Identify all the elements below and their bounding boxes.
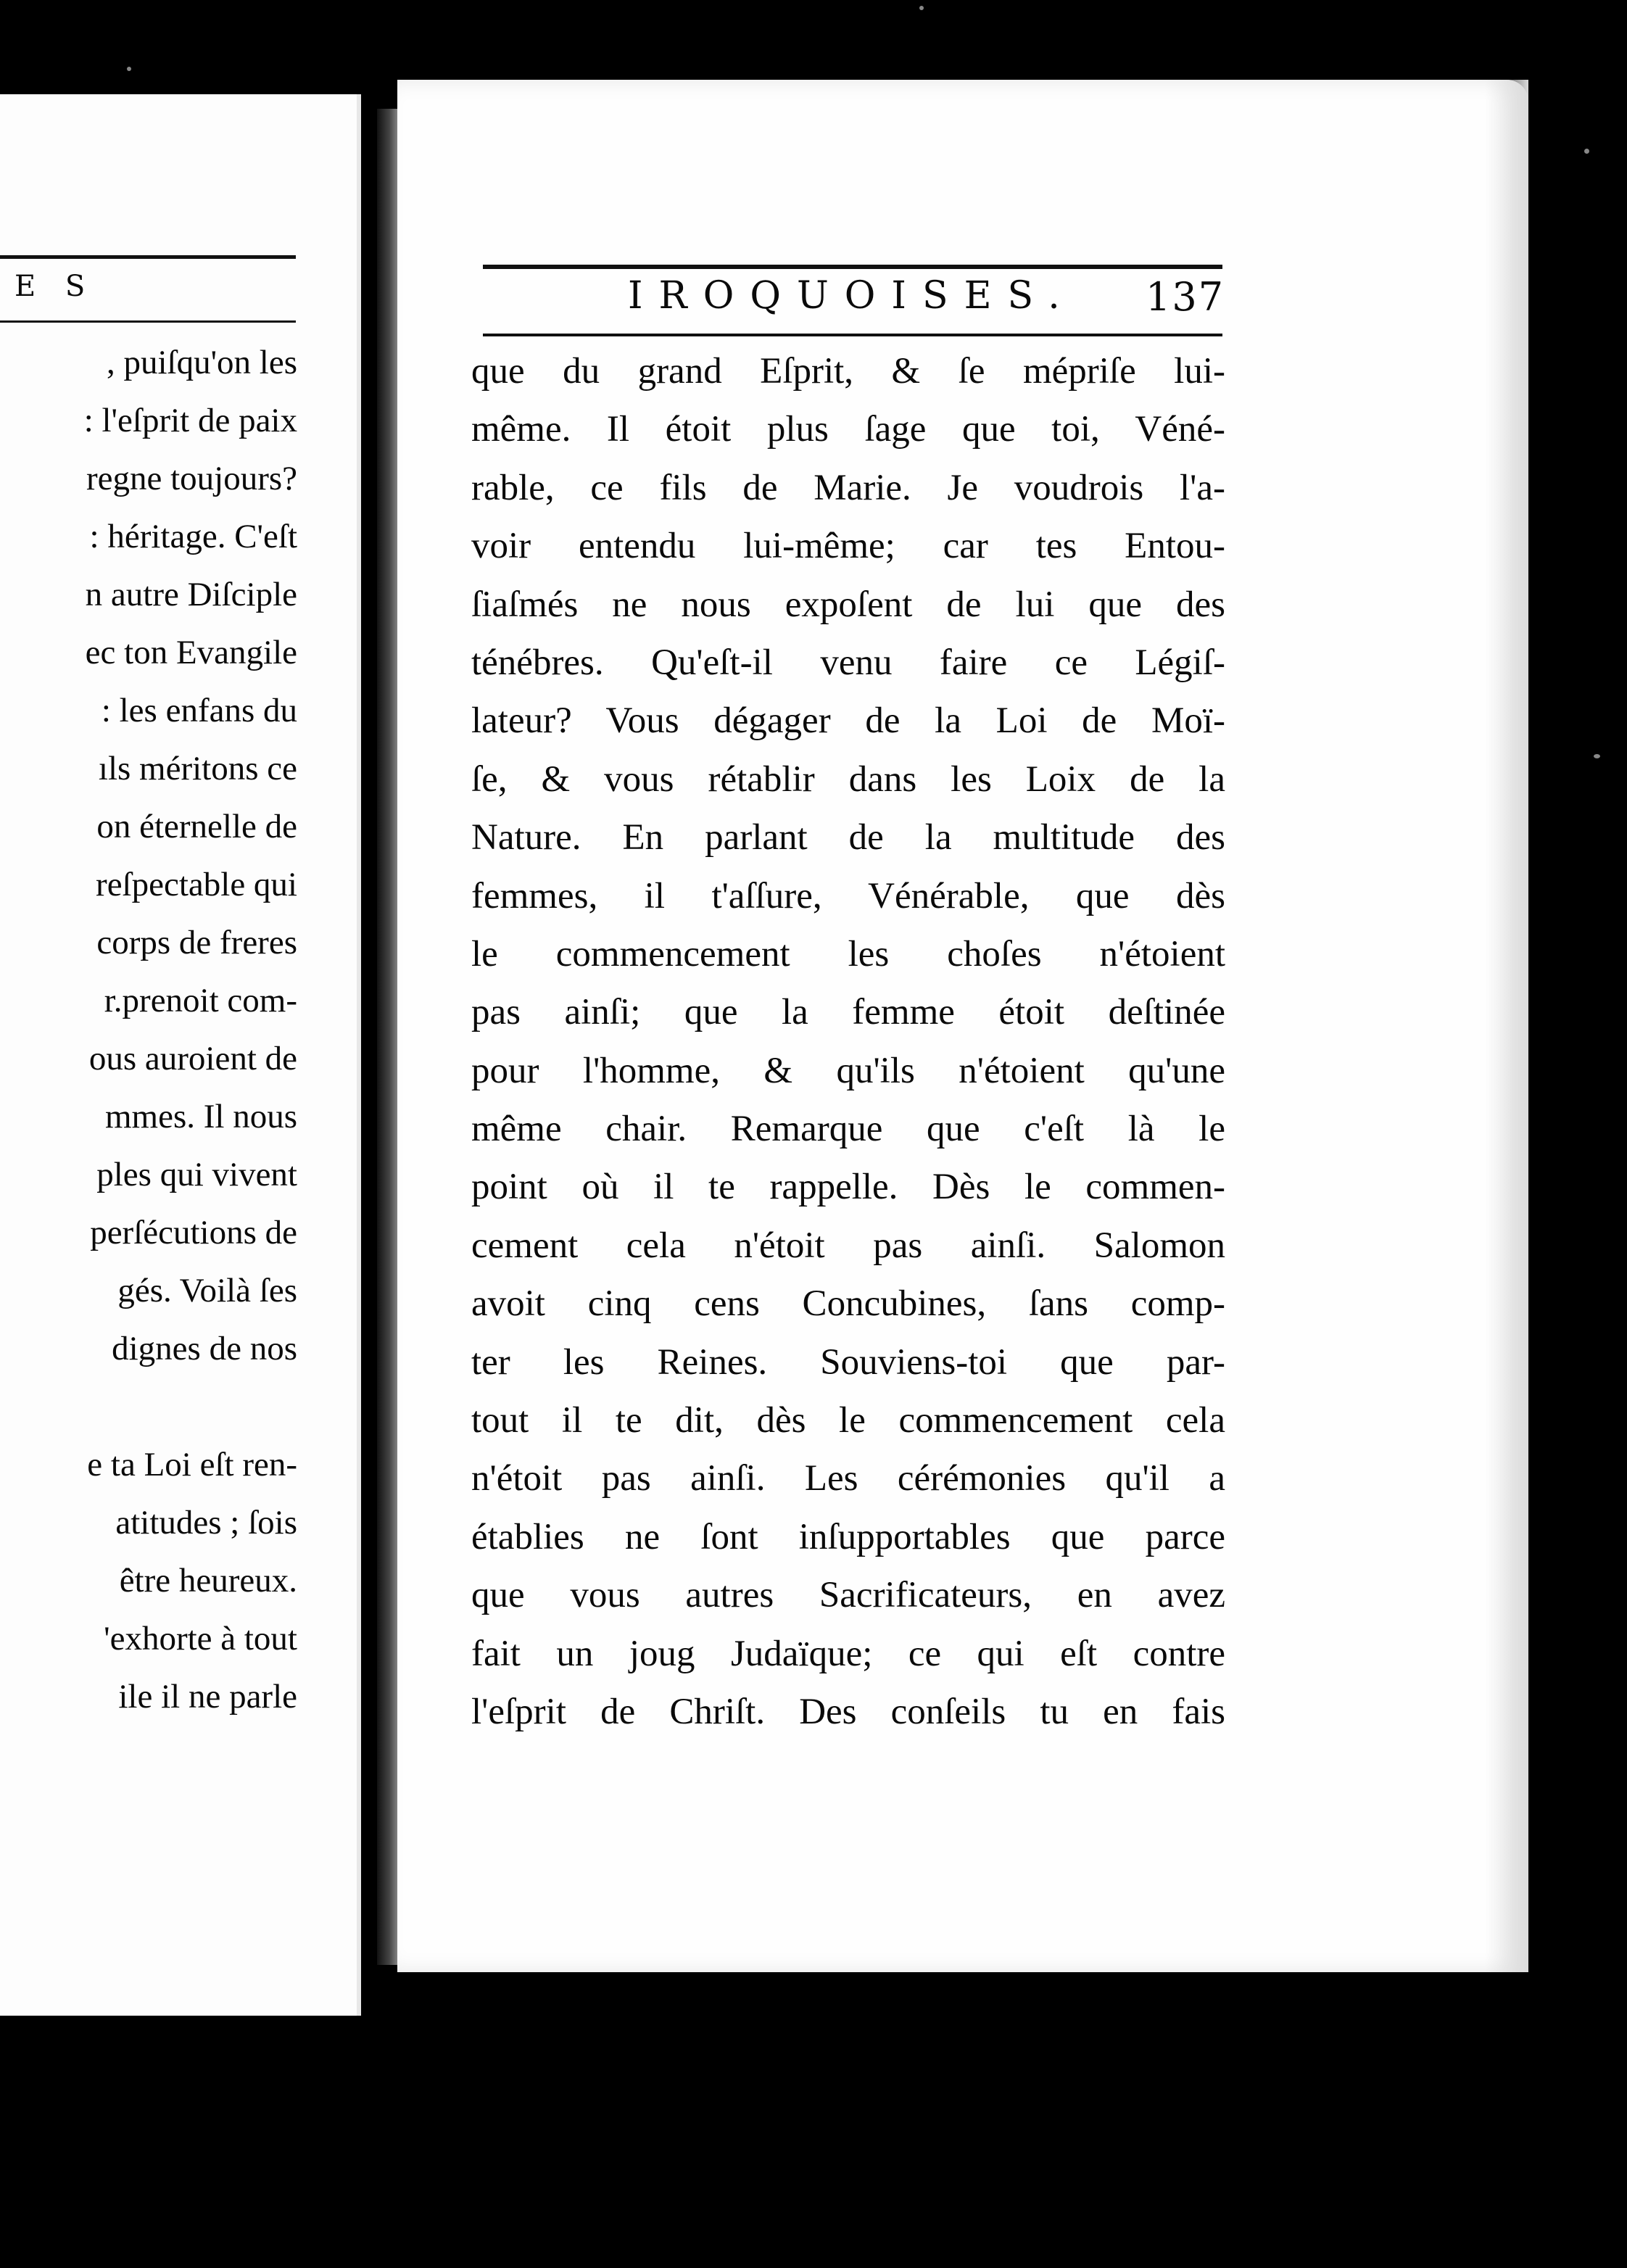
text-line: tout il te dit, dès le commencement cela bbox=[471, 1400, 1225, 1441]
dust-speck bbox=[1584, 149, 1589, 154]
left-header-rule-top bbox=[0, 255, 296, 259]
text-line: corps de freres bbox=[96, 924, 297, 961]
text-line: pas ainſi; que la femme étoit deſtinée bbox=[471, 992, 1225, 1033]
dust-speck bbox=[919, 6, 924, 10]
left-running-header: E S bbox=[15, 270, 96, 303]
running-header: IROQUOISES. bbox=[628, 274, 1076, 318]
text-line: femmes, il t'aſſure, Vénérable, que dès bbox=[471, 875, 1225, 916]
text-line: : l'eſprit de paix bbox=[83, 402, 297, 439]
text-line bbox=[0, 1378, 297, 1436]
text-line: , puiſqu'on les bbox=[106, 344, 297, 381]
text-line: ıls méritons ce bbox=[98, 750, 297, 787]
left-page-text bbox=[0, 334, 297, 1726]
text-line: l'eſprit de Chriſt. Des conſeils tu en fais bbox=[471, 1691, 1225, 1732]
page-number: 137 bbox=[1146, 274, 1225, 320]
text-line: ec ton Evangile bbox=[85, 634, 297, 671]
text-line: même. Il étoit plus ſage que toi, Véné- bbox=[471, 409, 1225, 450]
text-line: gés. Voilà ſes bbox=[117, 1272, 297, 1309]
body-text bbox=[471, 342, 1225, 1741]
text-line: même chair. Remarque que c'eſt là le bbox=[471, 1109, 1225, 1150]
text-line: rable, ce fils de Marie. Je voudrois l'a- bbox=[471, 467, 1225, 508]
dust-speck bbox=[127, 67, 131, 71]
left-header-rule-bottom bbox=[0, 320, 296, 323]
page-edge-shadow bbox=[1485, 80, 1528, 1972]
text-line: ténébres. Qu'eſt-il venu faire ce Légiſ- bbox=[471, 642, 1225, 683]
text-line: ſiaſmés ne nous expoſent de lui que des bbox=[471, 584, 1225, 625]
text-line: reſpectable qui bbox=[96, 866, 297, 903]
text-line: dignes de nos bbox=[112, 1330, 297, 1367]
text-line: être heureux. bbox=[119, 1562, 297, 1599]
header-rule-top bbox=[483, 265, 1222, 269]
text-line: 'exhorte à tout bbox=[104, 1620, 297, 1657]
text-line: que du grand Eſprit, & ſe mépriſe lui- bbox=[471, 351, 1225, 392]
text-line: le commencement les choſes n'étoient bbox=[471, 933, 1225, 974]
text-line: que vous autres Sacrificateurs, en avez bbox=[471, 1575, 1225, 1616]
right-page bbox=[397, 80, 1528, 1972]
text-line: fait un joug Judaïque; ce qui eſt contre bbox=[471, 1633, 1225, 1674]
text-line: Nature. En parlant de la multitude des bbox=[471, 817, 1225, 858]
text-line: : les enfans du bbox=[101, 692, 297, 729]
dust-speck bbox=[1594, 754, 1600, 758]
text-line: regne toujours? bbox=[86, 460, 297, 497]
text-line: e ta Loi eſt ren- bbox=[87, 1446, 297, 1483]
text-line: atitudes ; ſois bbox=[115, 1504, 297, 1541]
text-line: ſe, & vous rétablir dans les Loix de la bbox=[471, 758, 1225, 800]
text-line: pour l'homme, & qu'ils n'étoient qu'une bbox=[471, 1050, 1225, 1091]
text-line: n autre Diſciple bbox=[85, 576, 297, 613]
text-line: on éternelle de bbox=[96, 808, 297, 845]
text-line: cement cela n'étoit pas ainſi. Salomon bbox=[471, 1225, 1225, 1266]
text-line: lateur? Vous dégager de la Loi de Moï- bbox=[471, 700, 1225, 742]
header-rule-bottom bbox=[483, 334, 1222, 336]
text-line: établies ne ſont inſupportables que parce bbox=[471, 1516, 1225, 1557]
text-line: ter les Reines. Souviens-toi que par- bbox=[471, 1341, 1225, 1383]
text-line: ples qui vivent bbox=[96, 1156, 297, 1193]
text-line: avoit cinq cens Concubines, ſans comp- bbox=[471, 1283, 1225, 1325]
text-line: point où il te rappelle. Dès le commen- bbox=[471, 1167, 1225, 1208]
left-page bbox=[0, 94, 361, 2016]
text-line: voir entendu lui-même; car tes Entou- bbox=[471, 526, 1225, 567]
text-line: r.prenoit com- bbox=[104, 982, 297, 1019]
text-line: : héritage. C'eſt bbox=[89, 518, 297, 555]
text-line: ous auroient de bbox=[88, 1040, 297, 1077]
text-line: perſécutions de bbox=[90, 1214, 297, 1251]
text-line: ile il ne parle bbox=[118, 1678, 297, 1716]
text-line: n'étoit pas ainſi. Les cérémonies qu'il a bbox=[471, 1458, 1225, 1499]
text-line: mmes. Il nous bbox=[104, 1098, 297, 1135]
